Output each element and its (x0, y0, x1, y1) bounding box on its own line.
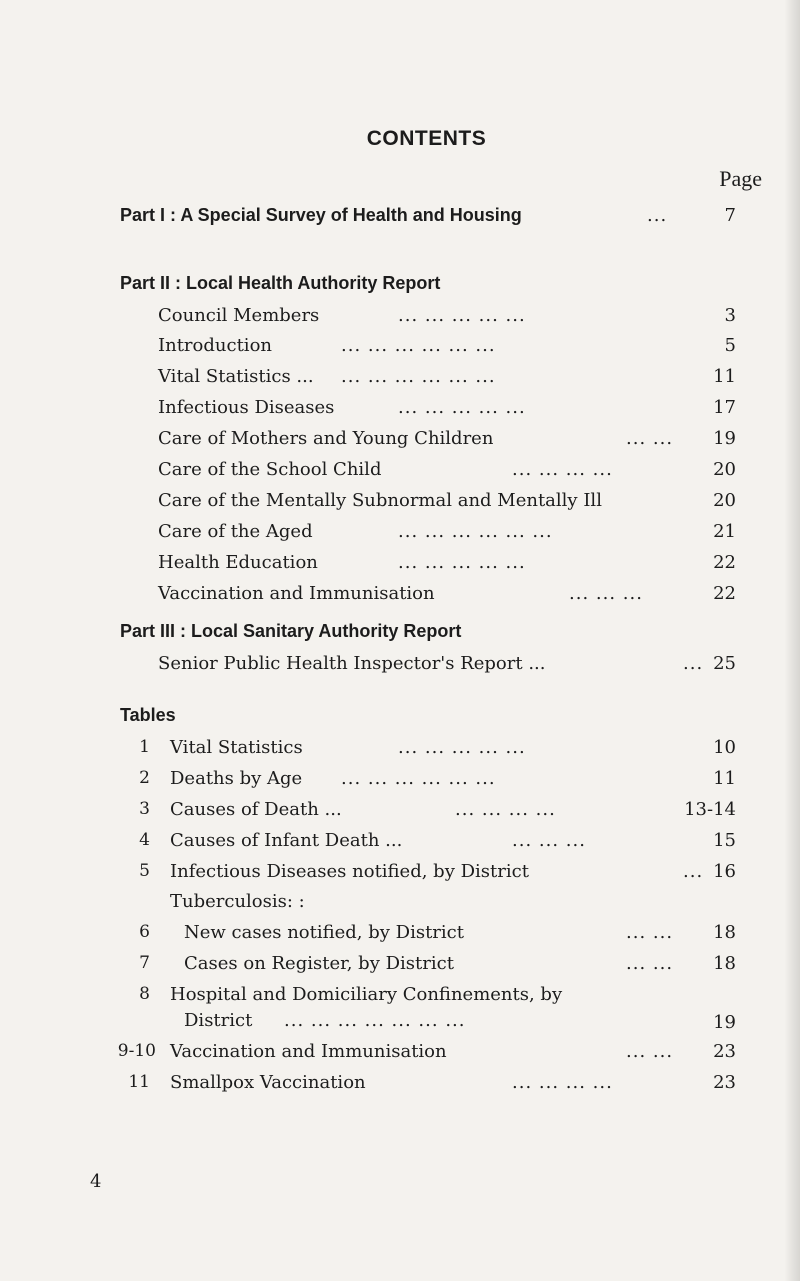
table-subheading: Tuberculosis: : (170, 891, 305, 912)
toc-entry-page: 17 (713, 397, 736, 418)
part1-leader: ... (647, 205, 668, 226)
table-entry-label: Causes of Death ... (170, 799, 342, 820)
toc-entry-label: Care of the Aged (158, 521, 313, 542)
toc-entry-page: 11 (713, 366, 736, 387)
table-entry-leader: ... ... (626, 922, 674, 943)
table-number: 5 (139, 861, 150, 881)
tables-heading: Tables (120, 705, 176, 725)
table-entry-page: 23 (713, 1072, 736, 1093)
table-entry-leader: ... ... ... ... (512, 1072, 613, 1093)
table-entry-page: 19 (713, 1012, 736, 1033)
page-number: 4 (90, 1171, 102, 1192)
toc-entry-label: Vaccination and Immunisation (158, 583, 435, 604)
table-entry-label: Deaths by Age (170, 768, 303, 789)
toc-entry-label: Health Education (158, 552, 318, 573)
page-title: CONTENTS (366, 127, 487, 150)
toc-entry-label: Vital Statistics ... (158, 366, 314, 387)
toc-entry-label: Infectious Diseases (158, 397, 335, 418)
table-entry-label: Vital Statistics (170, 737, 303, 758)
table-number: 4 (139, 830, 150, 850)
toc-entry-page: 22 (713, 583, 736, 604)
table-entry-label: Causes of Infant Death ... (170, 830, 403, 851)
part1-page: 7 (724, 205, 736, 226)
table-entry-leader: ... ... (626, 953, 674, 974)
toc-entry-page: 3 (724, 305, 736, 326)
page-column-header: Page (719, 166, 762, 191)
table-entry-page: 16 (713, 861, 736, 882)
part3-heading: Part III : Local Sanitary Authority Report (120, 621, 462, 641)
table-entry-page: 18 (713, 922, 736, 943)
table-entry-leader: ... ... ... ... ... ... ... (284, 1010, 466, 1031)
toc-entry-page: 22 (713, 552, 736, 573)
toc-entry-leader: ... ... (626, 428, 674, 449)
table-number: 2 (139, 768, 150, 788)
toc-entry-leader: ... ... ... ... ... (398, 397, 526, 418)
table-entry-leader: ... ... ... ... ... (398, 737, 526, 758)
table-entry-page: 13-14 (684, 799, 736, 820)
toc-entry-page: 21 (713, 521, 736, 542)
toc-entry-page: 19 (713, 428, 736, 449)
toc-entry-label: Care of the Mentally Subnormal and Mentally Ill (158, 490, 602, 511)
toc-entry-label: Introduction (158, 335, 272, 356)
table-entry-label: New cases notified, by District (184, 922, 464, 943)
table-entry-page: 15 (713, 830, 736, 851)
toc-entry-leader: ... ... ... (569, 583, 643, 604)
toc-entry-label: Senior Public Health Inspector's Report ... (158, 653, 546, 674)
part2-heading: Part II : Local Health Authority Report (120, 273, 441, 293)
table-entry-label: Infectious Diseases notified, by District (170, 861, 529, 882)
table-number: 11 (128, 1072, 150, 1092)
table-number: 9-10 (117, 1041, 156, 1061)
table-number: 1 (139, 737, 150, 757)
table-number: 8 (139, 984, 150, 1004)
toc-entry-leader: ... ... ... ... ... ... (341, 366, 496, 387)
toc-entry-page: 5 (724, 335, 736, 356)
table-number: 3 (139, 799, 150, 819)
page-edge-shadow (784, 0, 800, 1281)
toc-entry-label: Council Members (158, 305, 320, 326)
toc-entry-leader: ... ... ... ... ... (398, 305, 526, 326)
table-entry-label: District (184, 1010, 253, 1031)
table-entry-page: 11 (713, 768, 736, 789)
toc-entry-leader: ... ... ... ... ... (398, 552, 526, 573)
toc-entry-page: 25 (713, 653, 736, 674)
table-number: 6 (139, 922, 150, 942)
toc-entry-label: Care of the School Child (158, 459, 382, 480)
toc-entry-page: 20 (713, 490, 736, 511)
toc-entry-leader: ... ... ... ... (512, 459, 613, 480)
table-entry-leader: ... ... ... ... ... ... (341, 768, 496, 789)
table-number: 7 (139, 953, 150, 973)
table-entry-leader: ... ... ... (512, 830, 586, 851)
toc-entry-leader: ... ... ... ... ... ... (341, 335, 496, 356)
table-entry-leader: ... (683, 861, 704, 882)
table-entry-leader: ... ... ... ... (455, 799, 556, 820)
table-entry-leader: ... ... (626, 1041, 674, 1062)
table-entry-label: Smallpox Vaccination (170, 1072, 366, 1093)
table-entry-page: 18 (713, 953, 736, 974)
table-entry-page: 23 (713, 1041, 736, 1062)
table-entry-label: Hospital and Domiciliary Confinements, by (170, 984, 563, 1005)
table-entry-label: Cases on Register, by District (184, 953, 454, 974)
part1-heading: Part I : A Special Survey of Health and Housing (120, 205, 522, 225)
toc-entry-label: Care of Mothers and Young Children (158, 428, 494, 449)
toc-entry-page: 20 (713, 459, 736, 480)
table-entry-label: Vaccination and Immunisation (170, 1041, 447, 1062)
toc-entry-leader: ... ... ... ... ... ... (398, 521, 553, 542)
table-entry-page: 10 (713, 737, 736, 758)
toc-entry-leader: ... (683, 653, 704, 674)
